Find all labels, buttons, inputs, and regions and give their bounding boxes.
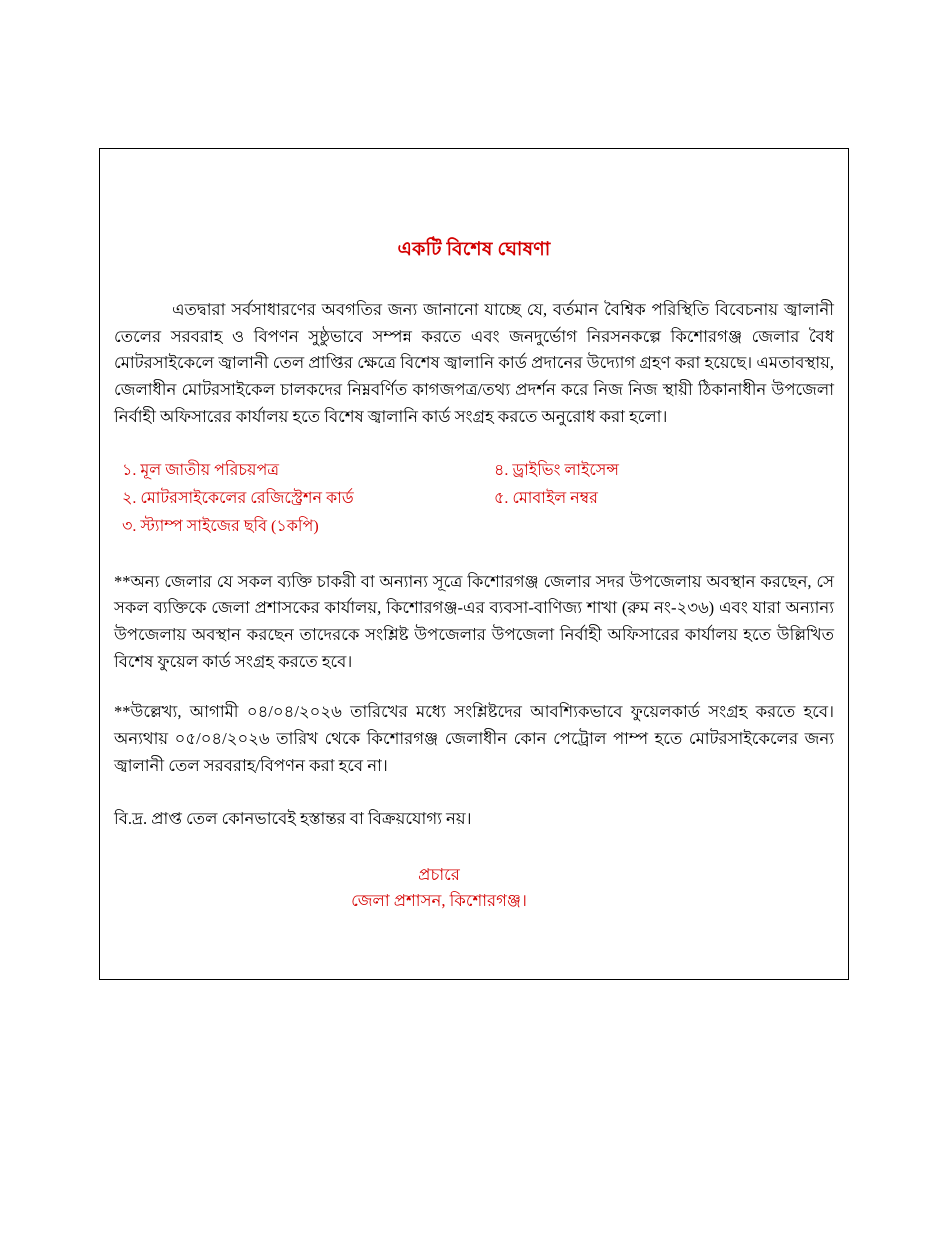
- signature-line-1: প্রচারে: [418, 865, 460, 885]
- notice-content: [114, 149, 834, 979]
- note-one: **অন্য জেলার যে সকল ব্যক্তি চাকরী বা অন্যান্য সূত্রে কিশোরগঞ্জ জেলার সদর উপজেলায় অবস্থান করছেন, সে সকল ব্যক্তিকে জেলা প্রশাসকের কার্যালয়, কিশোরগঞ্জ-এর ব্যবসা-বাণিজ্য শাখা (রুম নং-২৩৬) এবং যারা অন্যান্য উপজেলায় অবস্থান করছেন তাদেরকে সংশ্লিষ্ট উপজেলার উপজেলা নির্বাহী অফিসারের কার্যালয় হতে উল্লিখিত বিশেষ ফুয়েল কার্ড সংগ্রহ করতে হবে।: [114, 571, 834, 671]
- required-documents-right-column: [494, 457, 824, 541]
- required-documents-list: [114, 457, 834, 541]
- notice-box: [99, 148, 849, 980]
- signature-block: [114, 862, 834, 915]
- list-item: ১. মূল জাতীয় পরিচয়পত্র: [122, 461, 280, 479]
- page-title: একটি বিশেষ ঘোষণা: [397, 239, 551, 260]
- list-item: ২. মোটরসাইকেলের রেজিস্ট্রেশন কার্ড: [122, 489, 354, 507]
- list-item: ৪. ড্রাইভিং লাইসেন্স: [494, 461, 619, 479]
- signature-line-2: জেলা প্রশাসন, কিশোরগঞ্জ।: [351, 891, 527, 911]
- note-two: **উল্লেখ্য, আগামী ০৪/০৪/২০২৬ তারিখের মধ্যে সংশ্লিষ্টদের আবশ্যিকভাবে ফুয়েলকার্ড সংগ্রহ করতে হবে। অন্যথায় ০৫/০৪/২০২৬ তারিখ থেকে কিশোরগঞ্জ জেলাধীন কোন পেট্রোল পাম্প হতে মোটরসাইকেলের জন্য জ্বালানী তেল সরবরাহ/বিপণন করা হবে না।: [114, 702, 834, 775]
- required-documents-left-column: [122, 457, 494, 541]
- list-item: ৩. স্ট্যাম্প সাইজের ছবি (১কপি): [122, 517, 319, 535]
- postscript-note: বি.দ্র. প্রাপ্ত তেল কোনভাবেই হস্তান্তর বা বিক্রয়যোগ্য নয়।: [114, 808, 472, 828]
- list-item: ৫. মোবাইল নম্বর: [494, 489, 598, 507]
- notice-body-paragraph: এতদ্বারা সর্বসাধারণের অবগতির জন্য জানানো যাচ্ছে যে, বর্তমান বৈশ্বিক পরিস্থিতি বিবেচনায় জ্বালানী তেলের সরবরাহ ও বিপণন সুষ্ঠুভাবে সম্পন্ন করতে এবং জনদুর্ভোগ নিরসনকল্পে কিশোরগঞ্জ জেলার বৈধ মোটরসাইকেলে জ্বালানী তেল প্রাপ্তির ক্ষেত্রে বিশেষ জ্বালানি কার্ড প্রদানের উদ্যোগ গ্রহণ করা হয়েছে। এমতাবস্থায়, জেলাধীন মোটরসাইকেল চালকদের নিম্নবর্ণিত কাগজপত্র/তথ্য প্রদর্শন করে নিজ নিজ স্থায়ী ঠিকানাধীন উপজেলা নির্বাহী অফিসারের কার্যালয় হতে বিশেষ জ্বালানি কার্ড সংগ্রহ করতে অনুরোধ করা হলো।: [114, 300, 834, 426]
